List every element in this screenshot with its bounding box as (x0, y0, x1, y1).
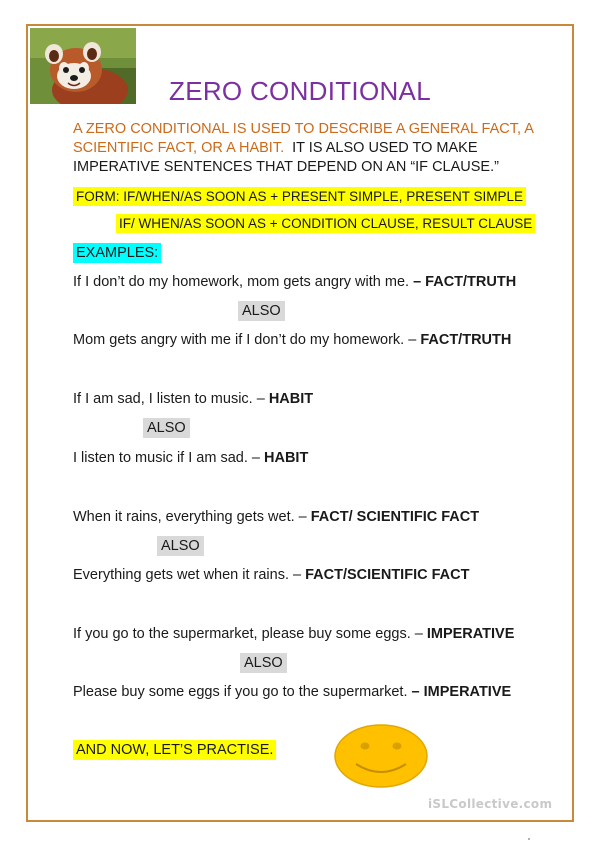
also-label: ALSO (238, 303, 285, 319)
example-3-sentence-a: When it rains, everything gets wet. – FACT/ SCIENTIFIC FACT (73, 509, 480, 525)
page-title: ZERO CONDITIONAL (169, 76, 431, 106)
intro-dark-text: IT IS ALSO USED TO MAKE IMPERATIVE SENTENCES THAT DEPEND ON AN “IF CLAUSE.” (73, 140, 499, 175)
example-3-sentence-b: Everything gets wet when it rains. – FACT/SCIENTIFIC FACT (73, 567, 470, 583)
example-1-sentence-a: If I don’t do my homework, mom gets angry with me. – FACT/TRUTH (73, 274, 517, 290)
example-1-sentence-b: Mom gets angry with me if I don’t do my homework. – FACT/TRUTH (73, 332, 512, 348)
example-4-sentence-a: If you go to the supermarket, please buy some eggs. – IMPERATIVE (73, 626, 515, 642)
example-2-sentence-a: If I am sad, I listen to music. – HABIT (73, 391, 314, 407)
intro-paragraph (73, 120, 543, 177)
closing-line: AND NOW, LET’S PRACTISE. (73, 742, 276, 758)
also-label: ALSO (240, 655, 287, 671)
example-4-sentence-b: Please buy some eggs if you go to the supermarket. – IMPERATIVE (73, 684, 512, 700)
intro-orange-text: A ZERO CONDITIONAL IS USED TO DESCRIBE A GENERAL FACT, A SCIENTIFIC FACT, OR A HABIT. (73, 121, 534, 156)
page-dot (528, 838, 530, 840)
examples-label: EXAMPLES: (73, 245, 161, 261)
also-label: ALSO (157, 538, 204, 554)
footer-watermark: iSLCollective.com (428, 797, 553, 811)
smiley-face-icon (332, 722, 430, 790)
also-label: ALSO (143, 420, 190, 436)
form-line-1: FORM: IF/WHEN/AS SOON AS + PRESENT SIMPLE, PRESENT SIMPLE (73, 189, 526, 204)
example-2-sentence-b: I listen to music if I am sad. – HABIT (73, 450, 309, 466)
form-line-2: IF/ WHEN/AS SOON AS + CONDITION CLAUSE, RESULT CLAUSE (116, 216, 535, 231)
